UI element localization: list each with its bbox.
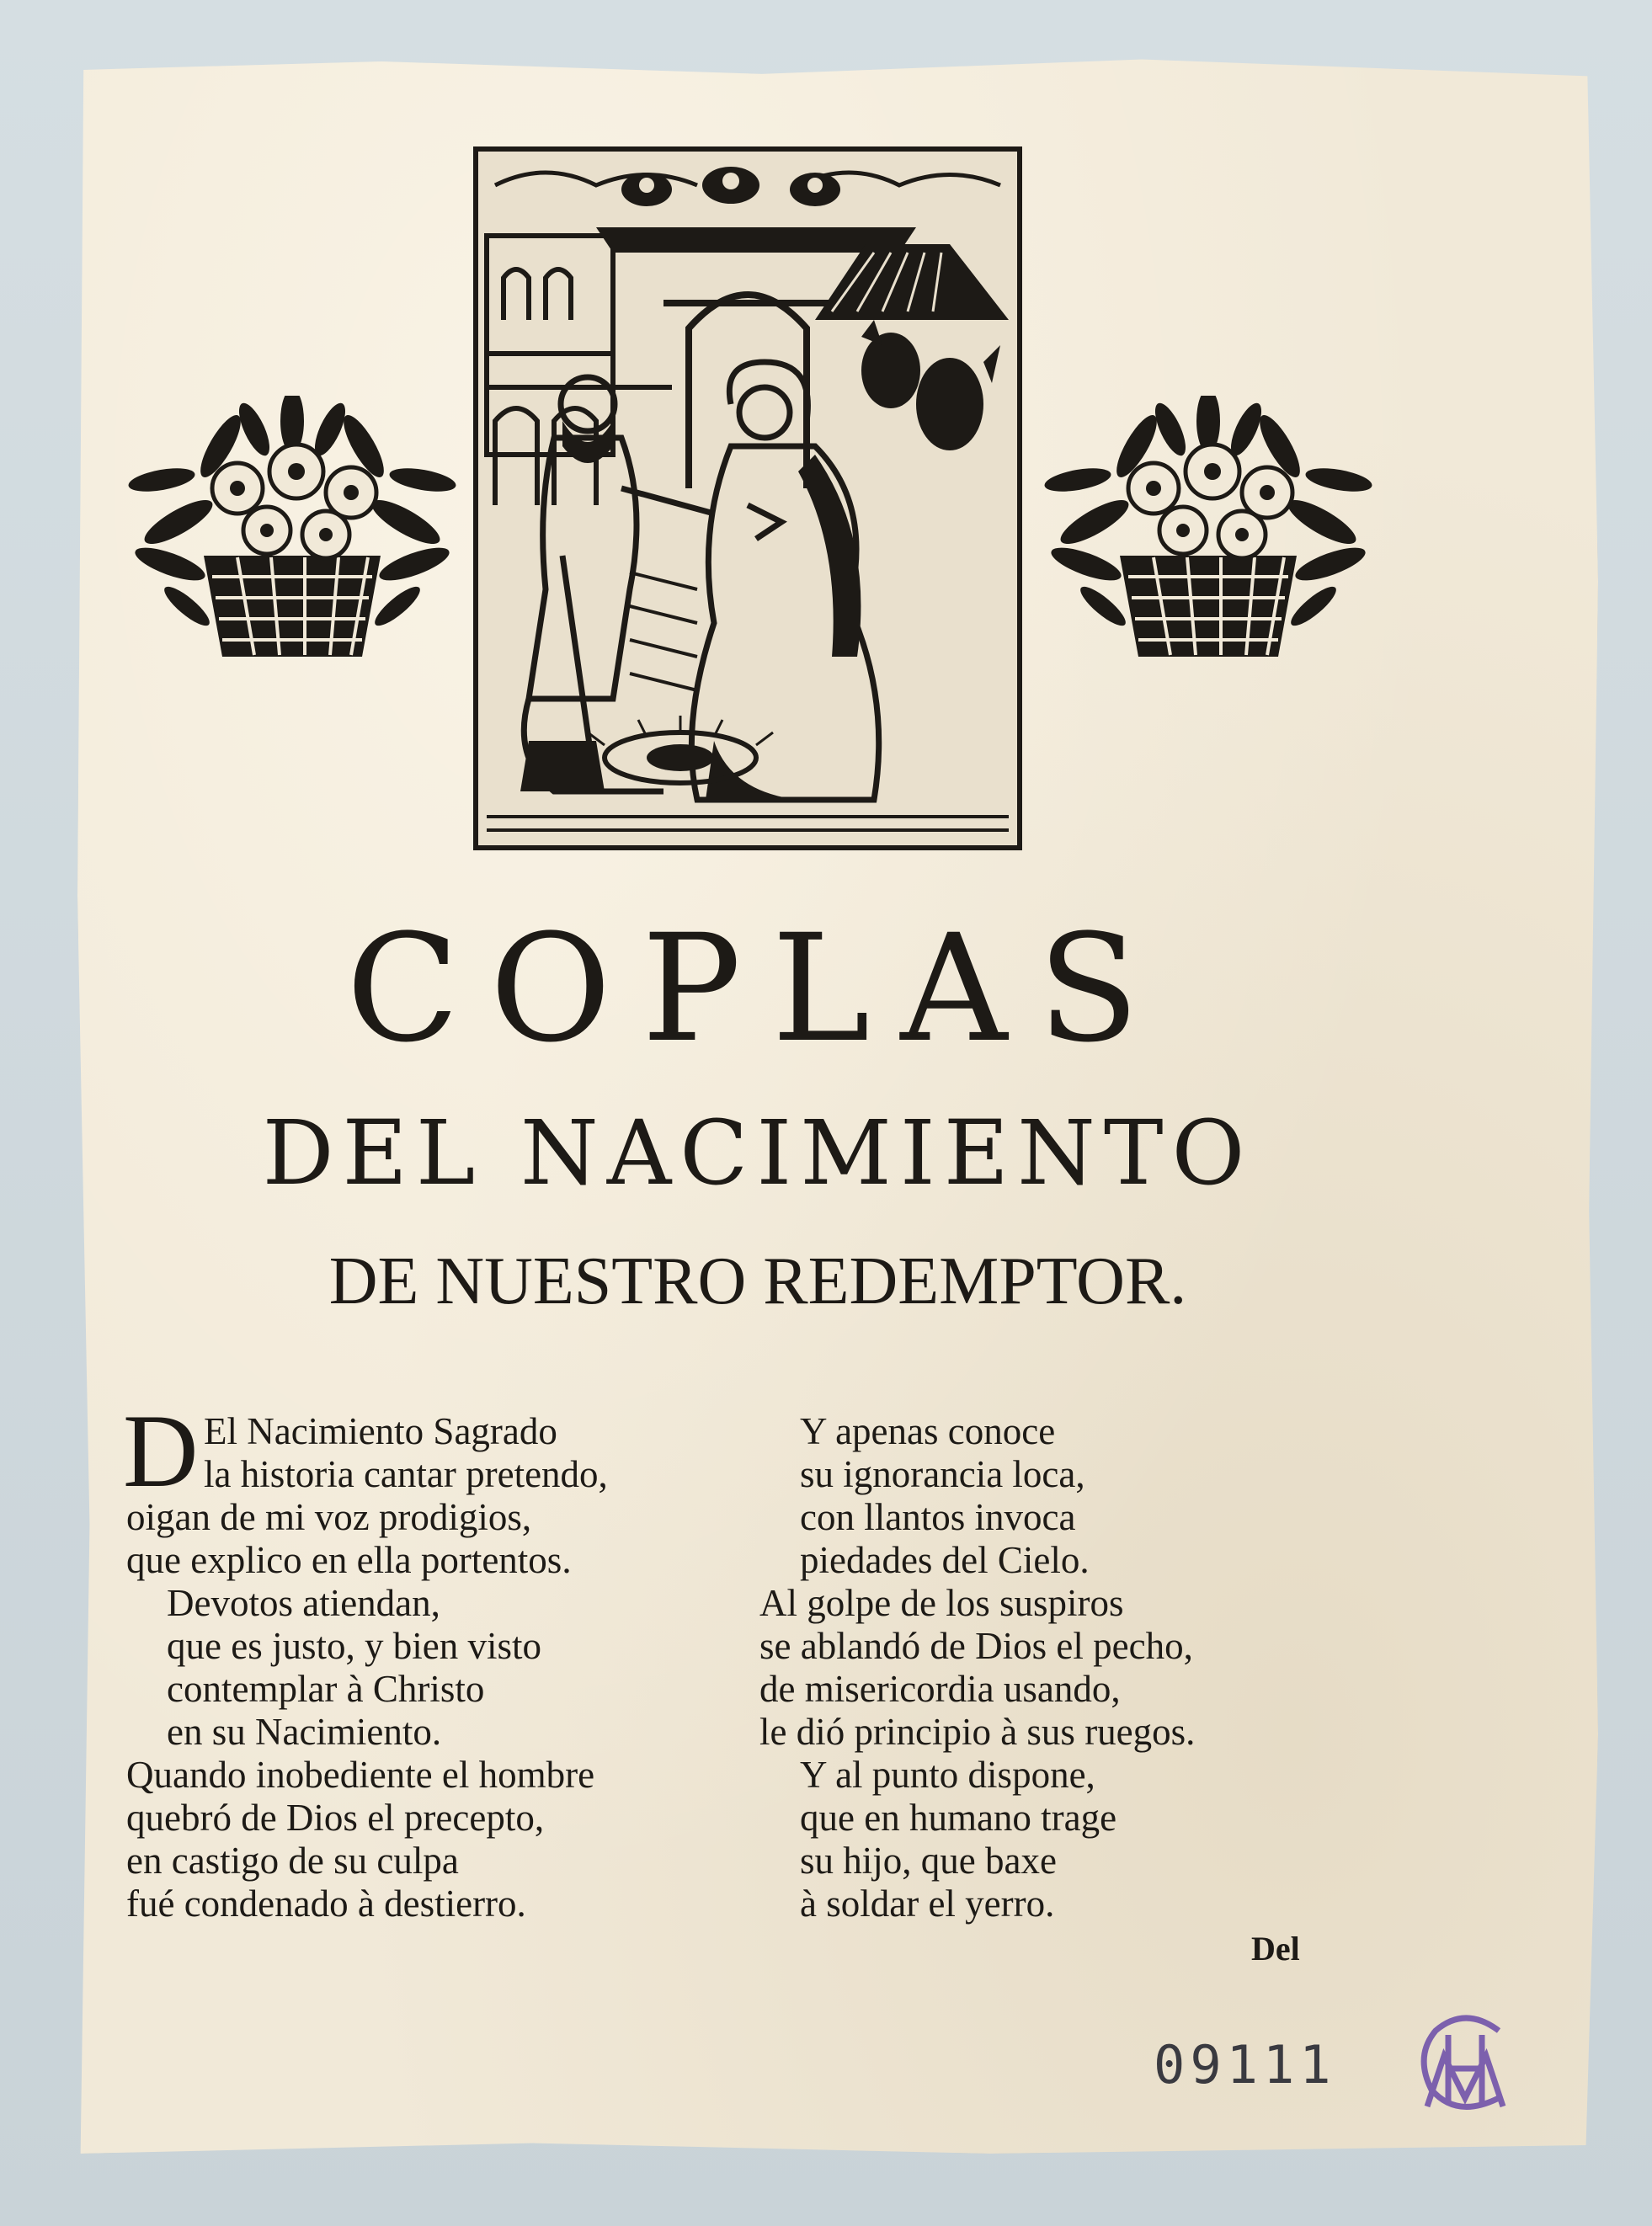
verse-line: fué condenado à destierro.: [126, 1883, 526, 1925]
verse-line: Al golpe de los suspiros: [759, 1582, 1124, 1624]
verse-line: la historia cantar pretendo,: [204, 1453, 608, 1495]
verse-line-text: El Nacimiento Sagrado: [204, 1410, 557, 1452]
verse-line: à soldar el yerro.: [800, 1883, 1055, 1925]
page-title: COPLAS: [346, 903, 1170, 1075]
verse-line: su ignorancia loca,: [800, 1453, 1085, 1495]
verse-line: Devotos atiendan,: [167, 1582, 440, 1624]
verse-line: su hijo, que baxe: [800, 1840, 1057, 1882]
flower-basket-icon: [1044, 396, 1372, 682]
verse-line: en castigo de su culpa: [126, 1840, 459, 1882]
catchword: Del: [1251, 1930, 1300, 1968]
verse-line: Y al punto dispone,: [800, 1754, 1095, 1796]
nativity-woodcut-icon: [473, 146, 1022, 850]
verse-line: Y apenas conoce: [800, 1410, 1056, 1452]
verse-line: Quando inobediente el hombre: [126, 1754, 595, 1796]
verse-line: le dió principio à sus ruegos.: [759, 1711, 1196, 1753]
verse-column-left: [123, 1393, 766, 1925]
verse-line: con llantos invoca: [800, 1496, 1076, 1538]
verse-line: se ablandó de Dios el pecho,: [759, 1625, 1193, 1667]
verse-line: quebró de Dios el precepto,: [126, 1797, 545, 1839]
library-monogram-stamp-icon: [1398, 1997, 1532, 2132]
verse-line: en su Nacimiento.: [167, 1711, 442, 1753]
verse-line: de misericordia usando,: [759, 1668, 1121, 1710]
verse-column-right: [759, 1410, 1399, 1925]
verse-line: que explico en ella portentos.: [126, 1539, 572, 1581]
verse-line: que es justo, y bien visto: [167, 1625, 541, 1667]
inventory-number: 09111: [1154, 2034, 1336, 2096]
drop-cap: D: [123, 1393, 199, 1509]
verse-line: contemplar à Christo: [167, 1668, 485, 1710]
flower-basket-icon: [128, 396, 456, 682]
page-subtitle-secondary: DE NUESTRO REDEMPTOR.: [328, 1244, 1187, 1318]
verse-line: piedades del Cielo.: [800, 1539, 1090, 1581]
page-subtitle: DEL NACIMIENTO: [262, 1101, 1254, 1205]
verse-line: que en humano trage: [800, 1797, 1117, 1839]
verse-line: oigan de mi voz prodigios,: [126, 1496, 532, 1538]
